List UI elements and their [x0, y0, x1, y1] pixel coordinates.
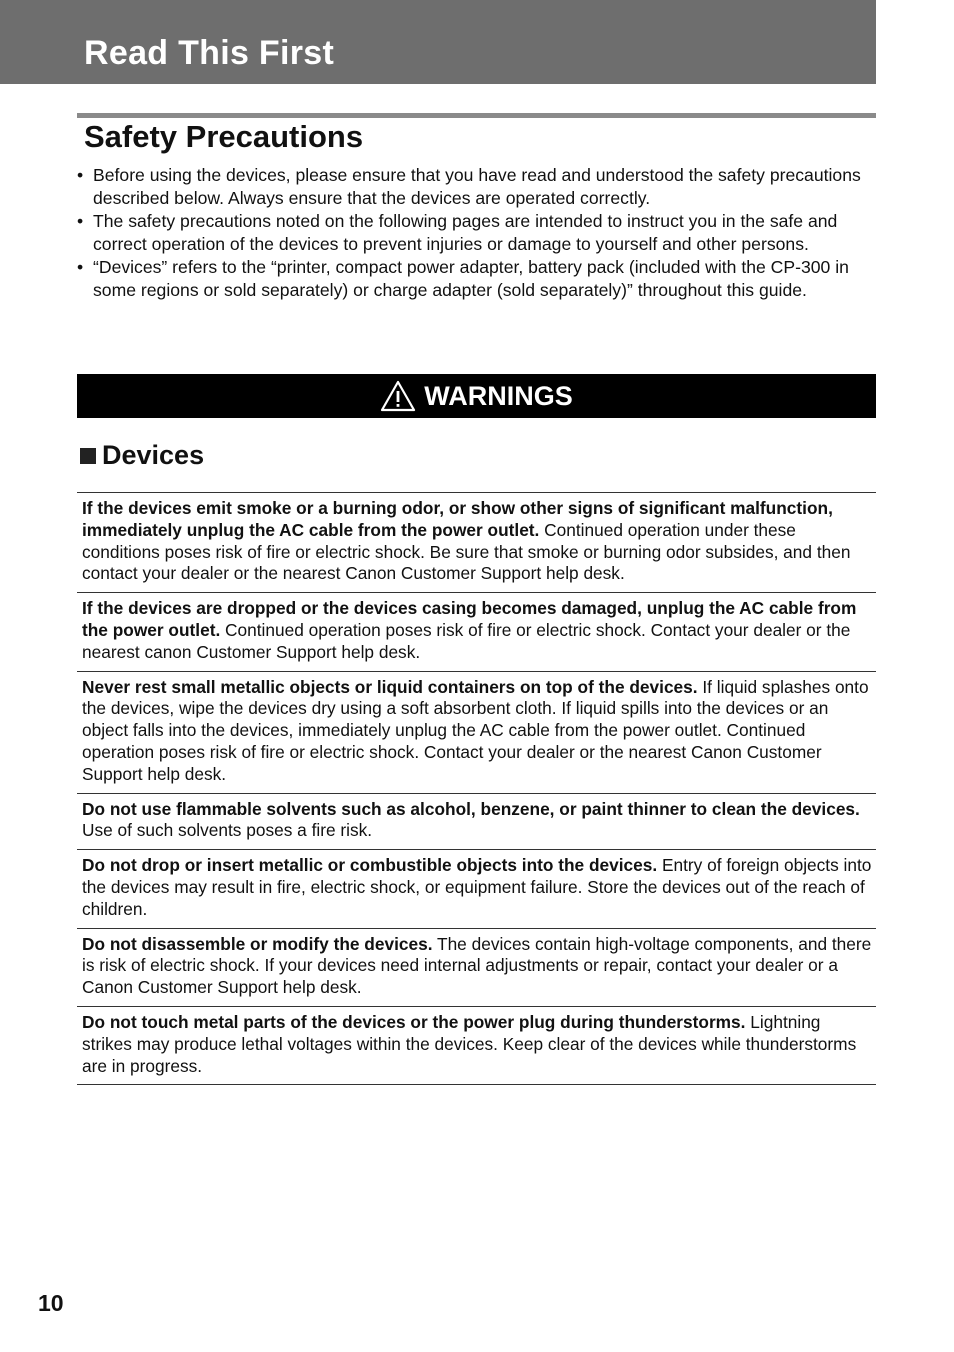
section-rule: [77, 113, 876, 118]
warning-row: [77, 493, 876, 593]
devices-heading-label: Devices: [102, 440, 205, 470]
warning-row-bold: Do not touch metal parts of the devices or the power plug during thunderstorms.: [82, 1011, 746, 1032]
intro-bullet-item: [77, 210, 873, 256]
bullet-dot-icon: •: [77, 257, 84, 277]
warnings-label: WARNINGS: [424, 380, 573, 411]
devices-heading: [80, 440, 204, 471]
warning-table: [77, 492, 876, 1085]
warning-row-bold: Do not drop or insert metallic or combustible objects into the devices.: [82, 855, 658, 876]
intro-bullet-text: The safety precautions noted on the following pages are intended to instruct you in the safe and correct operation of the devices to prevent injuries or damage to yourself and other persons.: [93, 211, 838, 254]
warning-row-bold: If the devices emit smoke or a burning odor, or show other signs of significant malfunction, immediately unplug the AC cable from the power outlet.: [82, 498, 833, 540]
intro-bullet-list: [77, 164, 873, 302]
banner-title: Read This First: [84, 34, 335, 72]
warning-row-bold: Do not use flammable solvents such as alcohol, benzene, or paint thinner to clean the devices.: [82, 798, 860, 819]
intro-bullet-text: “Devices” refers to the “printer, compact power adapter, battery pack (included with the CP-300 in some regions or sold separately) or charge adapter (sold separately)” throughout this guide.: [93, 257, 849, 300]
warning-row: [77, 794, 876, 851]
warning-row-text: Continued operation under these conditions poses risk of fire or electric shock. Be sure that smoke or burning odor subsides, and then contact your dealer or the nearest Canon Customer Support help desk.: [82, 519, 851, 584]
warning-row: [77, 850, 876, 928]
warning-row: [77, 672, 876, 794]
top-banner: [0, 0, 876, 84]
warning-row-text: The devices contain high-voltage components, and there is risk of electric shock. If your devices need internal adjustments or repair, contact your dealer or a Canon Customer Support help desk.: [82, 933, 872, 998]
warning-row-text: Lightning strikes may produce lethal voltages within the devices. Keep clear of the devices while thunderstorms are in progress.: [82, 1011, 857, 1076]
intro-bullet-item: [77, 256, 873, 302]
warnings-bar: [77, 374, 876, 418]
warning-row: [77, 593, 876, 671]
warning-row-text: Use of such solvents poses a fire risk.: [82, 820, 373, 841]
intro-bullet-text: Before using the devices, please ensure that you have read and understood the safety precautions described below. Always ensure that the devices are operated correctly.: [93, 165, 861, 208]
warning-row-bold: If the devices are dropped or the devices casing becomes damaged, unplug the AC cable from the power outlet.: [82, 598, 857, 640]
square-bullet-icon: [80, 448, 96, 464]
intro-bullet-item: [77, 164, 873, 210]
warning-row-text: Entry of foreign objects into the devices may result in fire, electric shock, or equipment failure. Store the devices out of the reach of children.: [82, 855, 872, 919]
bullet-dot-icon: •: [77, 165, 84, 185]
warning-triangle-icon: [380, 380, 416, 412]
warning-row-bold: Do not disassemble or modify the devices.: [82, 933, 433, 954]
warning-row-bold: Never rest small metallic objects or liquid containers on top of the devices.: [82, 676, 698, 697]
section-title: Safety Precautions: [84, 119, 364, 154]
bullet-dot-icon: •: [77, 211, 84, 231]
page-number: 10: [38, 1290, 64, 1316]
warning-row: [77, 1007, 876, 1085]
warning-row-text: Continued operation poses risk of fire or electric shock. Contact your dealer or the nearest canon Customer Support help desk.: [82, 619, 851, 662]
warning-row: [77, 929, 876, 1007]
warning-row-text: If liquid splashes onto the devices, wipe the devices dry using a soft absorbent cloth. If liquid spills into the devices or an object falls into the devices, immediately unplug the AC cable from the power outlet. Continued operation poses risk of fire or electric shock. Contact your dealer or the nearest Canon Customer Support help desk.: [82, 676, 869, 784]
